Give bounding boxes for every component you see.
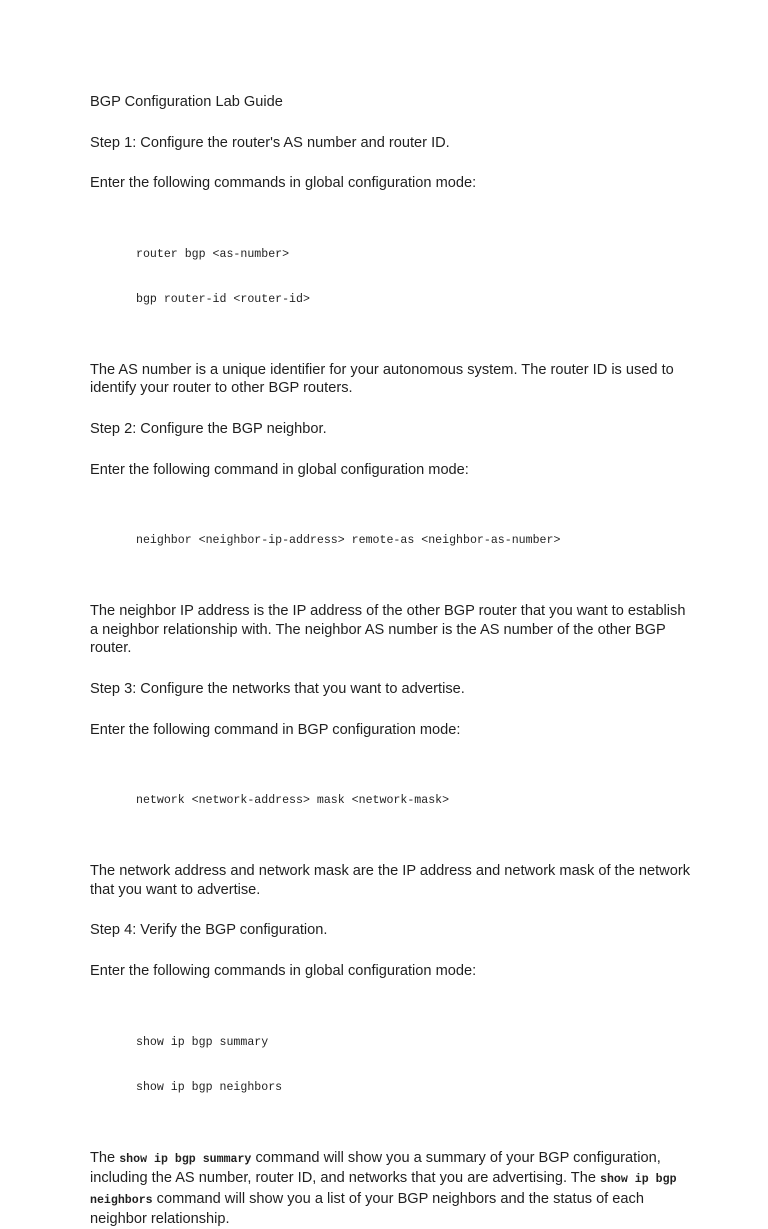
code-line: show ip bgp neighbors bbox=[136, 1080, 283, 1094]
inline-code: show ip bgp neighbors bbox=[90, 1173, 677, 1207]
step1-heading: Step 1: Configure the router's AS number and router ID. bbox=[90, 134, 450, 151]
step2-explanation: The neighbor IP address is the IP address of the other BGP router that you want to establish a neighbor relationship with. The neighbor AS number is the AS number of the other BGP router. bbox=[90, 603, 686, 657]
step2-intro: Enter the following command in global configuration mode: bbox=[90, 461, 469, 478]
step3-code-block bbox=[90, 763, 690, 838]
step4-heading: Step 4: Verify the BGP configuration. bbox=[90, 922, 328, 939]
step1-intro: Enter the following commands in global configuration mode: bbox=[90, 175, 477, 192]
explanation-text: command will show you a list of your BGP neighbors and the status of each neighbor relationship. bbox=[90, 1190, 644, 1228]
step4-code-block bbox=[90, 1005, 690, 1125]
explanation-text: command will show you a summary of your BGP configuration, including the AS number, router ID, and networks that you are advertising. The bbox=[90, 1149, 661, 1187]
code-line: neighbor <neighbor-ip-address> remote-as <neighbor-as-number> bbox=[136, 534, 561, 548]
code-line: show ip bgp summary bbox=[136, 1035, 269, 1049]
document-page bbox=[90, 93, 690, 1229]
code-line: network <network-address> mask <network-mask> bbox=[136, 794, 450, 808]
step4-intro: Enter the following commands in global configuration mode: bbox=[90, 962, 477, 979]
step3-intro: Enter the following command in BGP configuration mode: bbox=[90, 721, 461, 738]
explanation-text: The bbox=[90, 1149, 120, 1166]
step3-heading: Step 3: Configure the networks that you want to advertise. bbox=[90, 680, 465, 697]
code-line: router bgp <as-number> bbox=[136, 247, 290, 261]
document-title: BGP Configuration Lab Guide bbox=[90, 94, 283, 110]
step2-code-block bbox=[90, 503, 690, 578]
step1-explanation: The AS number is a unique identifier for your autonomous system. The router ID is used to identify your router to other BGP routers. bbox=[90, 361, 674, 397]
inline-code: show ip bgp summary bbox=[119, 1152, 252, 1166]
step2-heading: Step 2: Configure the BGP neighbor. bbox=[90, 420, 327, 437]
step1-code-block bbox=[90, 217, 690, 337]
code-line: bgp router-id <router-id> bbox=[136, 292, 310, 306]
step3-explanation: The network address and network mask are the IP address and network mask of the network that you want to advertise. bbox=[90, 863, 690, 898]
step4-explanation bbox=[90, 1149, 690, 1229]
